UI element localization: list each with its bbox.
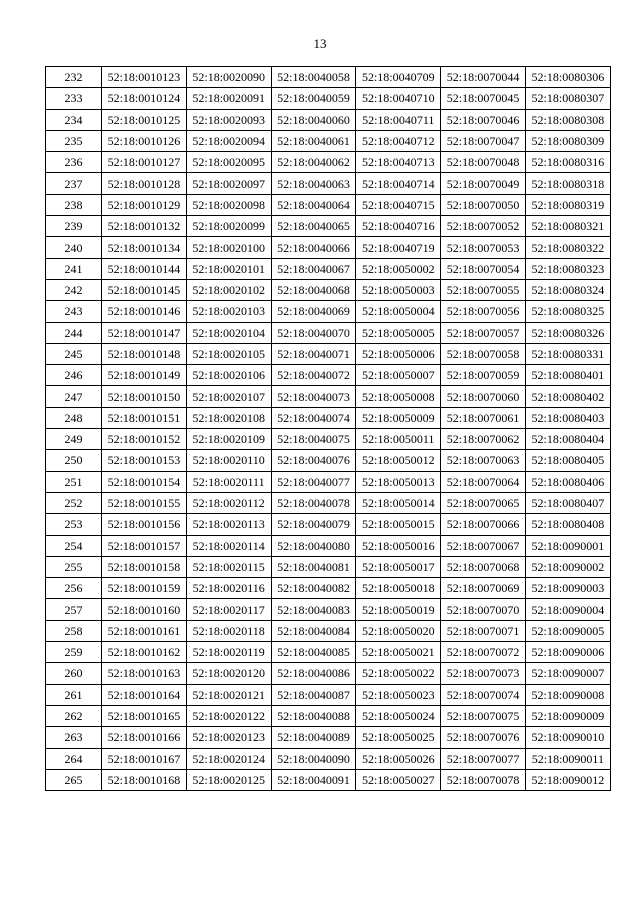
cadastral-number-cell: 52:18:0010126: [102, 130, 187, 151]
table-row: [46, 365, 611, 386]
cadastral-number-cell: 52:18:0010157: [102, 535, 187, 556]
cadastral-number-cell: 52:18:0080307: [525, 88, 610, 109]
row-number-cell: 254: [46, 535, 102, 556]
cadastral-number-cell: 52:18:0040070: [271, 322, 356, 343]
cadastral-number-cell: 52:18:0010147: [102, 322, 187, 343]
table-row: [46, 130, 611, 151]
cadastral-number-cell: 52:18:0010127: [102, 152, 187, 173]
cadastral-number-cell: 52:18:0070060: [441, 386, 526, 407]
row-number-cell: 257: [46, 599, 102, 620]
cadastral-number-cell: 52:18:0070077: [441, 748, 526, 769]
cadastral-number-cell: 52:18:0020103: [186, 301, 271, 322]
cadastral-number-cell: 52:18:0010158: [102, 556, 187, 577]
cadastral-number-cell: 52:18:0020091: [186, 88, 271, 109]
row-number-cell: 243: [46, 301, 102, 322]
row-number-cell: 239: [46, 216, 102, 237]
cadastral-number-cell: 52:18:0070063: [441, 450, 526, 471]
cadastral-number-cell: 52:18:0070050: [441, 194, 526, 215]
row-number-cell: 249: [46, 429, 102, 450]
cadastral-number-cell: 52:18:0040710: [356, 88, 441, 109]
cadastral-number-cell: 52:18:0010155: [102, 492, 187, 513]
cadastral-number-cell: 52:18:0040709: [356, 67, 441, 88]
cadastral-number-cell: 52:18:0050009: [356, 407, 441, 428]
cadastral-number-cell: 52:18:0020122: [186, 705, 271, 726]
cadastral-number-cell: 52:18:0010160: [102, 599, 187, 620]
cadastral-number-cell: 52:18:0080406: [525, 471, 610, 492]
cadastral-number-cell: 52:18:0020104: [186, 322, 271, 343]
cadastral-number-cell: 52:18:0070059: [441, 365, 526, 386]
cadastral-number-cell: 52:18:0010165: [102, 705, 187, 726]
table-row: [46, 492, 611, 513]
cadastral-number-cell: 52:18:0090007: [525, 663, 610, 684]
row-number-cell: 232: [46, 67, 102, 88]
cadastral-number-cell: 52:18:0050021: [356, 642, 441, 663]
cadastral-number-cell: 52:18:0020097: [186, 173, 271, 194]
row-number-cell: 264: [46, 748, 102, 769]
table-row: [46, 684, 611, 705]
cadastral-number-cell: 52:18:0080308: [525, 109, 610, 130]
cadastral-number-cell: 52:18:0010125: [102, 109, 187, 130]
cadastral-number-cell: 52:18:0010124: [102, 88, 187, 109]
cadastral-number-cell: 52:18:0080326: [525, 322, 610, 343]
cadastral-number-cell: 52:18:0020120: [186, 663, 271, 684]
cadastral-number-cell: 52:18:0040073: [271, 386, 356, 407]
cadastral-number-cell: 52:18:0090006: [525, 642, 610, 663]
cadastral-number-cell: 52:18:0070075: [441, 705, 526, 726]
cadastral-number-cell: 52:18:0040072: [271, 365, 356, 386]
cadastral-number-cell: 52:18:0020123: [186, 727, 271, 748]
cadastral-number-cell: 52:18:0070066: [441, 514, 526, 535]
table-row: [46, 471, 611, 492]
cadastral-number-cell: 52:18:0020101: [186, 258, 271, 279]
cadastral-number-cell: 52:18:0070072: [441, 642, 526, 663]
cadastral-number-cell: 52:18:0040082: [271, 578, 356, 599]
cadastral-number-cell: 52:18:0080331: [525, 343, 610, 364]
cadastral-number-cell: 52:18:0010164: [102, 684, 187, 705]
cadastral-number-cell: 52:18:0020115: [186, 556, 271, 577]
cadastral-number-cell: 52:18:0010151: [102, 407, 187, 428]
cadastral-number-cell: 52:18:0040065: [271, 216, 356, 237]
cadastral-number-cell: 52:18:0070069: [441, 578, 526, 599]
table-row: [46, 88, 611, 109]
cadastral-number-cell: 52:18:0020110: [186, 450, 271, 471]
cadastral-number-cell: 52:18:0010128: [102, 173, 187, 194]
table-row: [46, 258, 611, 279]
cadastral-number-cell: 52:18:0040076: [271, 450, 356, 471]
cadastral-number-cell: 52:18:0070064: [441, 471, 526, 492]
row-number-cell: 235: [46, 130, 102, 151]
cadastral-number-cell: 52:18:0040063: [271, 173, 356, 194]
table-row: [46, 748, 611, 769]
cadastral-number-cell: 52:18:0080324: [525, 279, 610, 300]
cadastral-number-cell: 52:18:0040711: [356, 109, 441, 130]
row-number-cell: 245: [46, 343, 102, 364]
cadastral-number-cell: 52:18:0070068: [441, 556, 526, 577]
cadastral-number-cell: 52:18:0070052: [441, 216, 526, 237]
cadastral-number-cell: 52:18:0050016: [356, 535, 441, 556]
cadastral-number-cell: 52:18:0040088: [271, 705, 356, 726]
table-row: [46, 663, 611, 684]
cadastral-number-cell: 52:18:0050011: [356, 429, 441, 450]
page-number: 13: [313, 36, 327, 51]
cadastral-number-cell: 52:18:0050013: [356, 471, 441, 492]
cadastral-number-cell: 52:18:0040066: [271, 237, 356, 258]
row-number-cell: 258: [46, 620, 102, 641]
cadastral-number-cell: 52:18:0010144: [102, 258, 187, 279]
cadastral-number-cell: 52:18:0010167: [102, 748, 187, 769]
row-number-cell: 241: [46, 258, 102, 279]
cadastral-number-cell: 52:18:0070057: [441, 322, 526, 343]
cadastral-number-cell: 52:18:0080323: [525, 258, 610, 279]
cadastral-number-cell: 52:18:0070054: [441, 258, 526, 279]
table-row: [46, 727, 611, 748]
table-row: [46, 279, 611, 300]
row-number-cell: 234: [46, 109, 102, 130]
cadastral-number-cell: 52:18:0070061: [441, 407, 526, 428]
cadastral-number-cell: 52:18:0020113: [186, 514, 271, 535]
table-row: [46, 578, 611, 599]
cadastral-number-cell: 52:18:0050017: [356, 556, 441, 577]
cadastral-number-cell: 52:18:0080408: [525, 514, 610, 535]
cadastral-number-cell: 52:18:0080306: [525, 67, 610, 88]
cadastral-number-cell: 52:18:0070076: [441, 727, 526, 748]
cadastral-number-cell: 52:18:0040086: [271, 663, 356, 684]
table-row: [46, 152, 611, 173]
cadastral-number-cell: 52:18:0040075: [271, 429, 356, 450]
cadastral-number-cell: 52:18:0090010: [525, 727, 610, 748]
cadastral-number-cell: 52:18:0040069: [271, 301, 356, 322]
cadastral-number-cell: 52:18:0090003: [525, 578, 610, 599]
cadastral-number-cell: 52:18:0020124: [186, 748, 271, 769]
cadastral-number-cell: 52:18:0050004: [356, 301, 441, 322]
cadastral-number-cell: 52:18:0090001: [525, 535, 610, 556]
cadastral-number-cell: 52:18:0050026: [356, 748, 441, 769]
cadastral-number-cell: 52:18:0070055: [441, 279, 526, 300]
row-number-cell: 247: [46, 386, 102, 407]
cadastral-number-cell: 52:18:0070053: [441, 237, 526, 258]
cadastral-number-cell: 52:18:0050019: [356, 599, 441, 620]
cadastral-number-cell: 52:18:0010149: [102, 365, 187, 386]
cadastral-number-cell: 52:18:0080404: [525, 429, 610, 450]
cadastral-number-cell: 52:18:0020095: [186, 152, 271, 173]
cadastral-number-cell: 52:18:0070073: [441, 663, 526, 684]
cadastral-number-cell: 52:18:0090012: [525, 769, 610, 790]
cadastral-number-cell: 52:18:0040087: [271, 684, 356, 705]
cadastral-number-cell: 52:18:0040719: [356, 237, 441, 258]
table-row: [46, 173, 611, 194]
cadastral-number-cell: 52:18:0080321: [525, 216, 610, 237]
cadastral-number-cell: 52:18:0080318: [525, 173, 610, 194]
cadastral-number-cell: 52:18:0020125: [186, 769, 271, 790]
cadastral-number-cell: 52:18:0040078: [271, 492, 356, 513]
row-number-cell: 240: [46, 237, 102, 258]
row-number-cell: 251: [46, 471, 102, 492]
cadastral-number-cell: 52:18:0050005: [356, 322, 441, 343]
cadastral-number-cell: 52:18:0020118: [186, 620, 271, 641]
cadastral-number-cell: 52:18:0040715: [356, 194, 441, 215]
row-number-cell: 256: [46, 578, 102, 599]
cadastral-number-cell: 52:18:0020107: [186, 386, 271, 407]
cadastral-number-cell: 52:18:0050020: [356, 620, 441, 641]
cadastral-number-cell: 52:18:0080325: [525, 301, 610, 322]
cadastral-number-cell: 52:18:0050027: [356, 769, 441, 790]
cadastral-number-cell: 52:18:0050015: [356, 514, 441, 535]
cadastral-number-cell: 52:18:0070048: [441, 152, 526, 173]
cadastral-number-cell: 52:18:0040067: [271, 258, 356, 279]
cadastral-number-cell: 52:18:0090002: [525, 556, 610, 577]
cadastral-number-cell: 52:18:0080316: [525, 152, 610, 173]
cadastral-number-cell: 52:18:0010132: [102, 216, 187, 237]
cadastral-number-cell: 52:18:0020098: [186, 194, 271, 215]
cadastral-number-cell: 52:18:0010153: [102, 450, 187, 471]
cadastral-number-cell: 52:18:0090005: [525, 620, 610, 641]
cadastral-number-cell: 52:18:0020111: [186, 471, 271, 492]
cadastral-number-cell: 52:18:0070047: [441, 130, 526, 151]
table-row: [46, 535, 611, 556]
cadastral-number-cell: 52:18:0010150: [102, 386, 187, 407]
row-number-cell: 253: [46, 514, 102, 535]
cadastral-number-cell: 52:18:0020099: [186, 216, 271, 237]
cadastral-number-cell: 52:18:0010159: [102, 578, 187, 599]
row-number-cell: 260: [46, 663, 102, 684]
cadastral-number-cell: 52:18:0020105: [186, 343, 271, 364]
cadastral-number-cell: 52:18:0050024: [356, 705, 441, 726]
cadastral-number-cell: 52:18:0040085: [271, 642, 356, 663]
cadastral-number-cell: 52:18:0020093: [186, 109, 271, 130]
cadastral-number-cell: 52:18:0010161: [102, 620, 187, 641]
table-row: [46, 386, 611, 407]
cadastral-number-cell: 52:18:0090008: [525, 684, 610, 705]
cadastral-number-cell: 52:18:0080309: [525, 130, 610, 151]
cadastral-number-cell: 52:18:0050006: [356, 343, 441, 364]
cadastral-number-cell: 52:18:0090009: [525, 705, 610, 726]
cadastral-number-cell: 52:18:0070074: [441, 684, 526, 705]
cadastral-number-cell: 52:18:0070056: [441, 301, 526, 322]
cadastral-number-cell: 52:18:0040074: [271, 407, 356, 428]
cadastral-number-cell: 52:18:0040068: [271, 279, 356, 300]
cadastral-number-cell: 52:18:0020117: [186, 599, 271, 620]
cadastral-number-cell: 52:18:0040077: [271, 471, 356, 492]
cadastral-number-cell: 52:18:0040064: [271, 194, 356, 215]
table-row: [46, 450, 611, 471]
table-row: [46, 705, 611, 726]
cadastral-number-cell: 52:18:0040079: [271, 514, 356, 535]
cadastral-number-cell: 52:18:0050008: [356, 386, 441, 407]
cadastral-number-cell: 52:18:0040084: [271, 620, 356, 641]
row-number-cell: 261: [46, 684, 102, 705]
cadastral-number-cell: 52:18:0020090: [186, 67, 271, 88]
table-row: [46, 301, 611, 322]
row-number-cell: 263: [46, 727, 102, 748]
cadastral-number-cell: 52:18:0040712: [356, 130, 441, 151]
cadastral-number-cell: 52:18:0070049: [441, 173, 526, 194]
cadastral-number-cell: 52:18:0070044: [441, 67, 526, 88]
cadastral-number-cell: 52:18:0040089: [271, 727, 356, 748]
cadastral-number-cell: 52:18:0040061: [271, 130, 356, 151]
cadastral-number-cell: 52:18:0040062: [271, 152, 356, 173]
table-row: [46, 194, 611, 215]
cadastral-number-cell: 52:18:0040713: [356, 152, 441, 173]
cadastral-number-cell: 52:18:0020102: [186, 279, 271, 300]
cadastral-number-cell: 52:18:0080403: [525, 407, 610, 428]
table-row: [46, 599, 611, 620]
row-number-cell: 242: [46, 279, 102, 300]
cadastral-number-cell: 52:18:0010134: [102, 237, 187, 258]
row-number-cell: 250: [46, 450, 102, 471]
cadastral-number-cell: 52:18:0040058: [271, 67, 356, 88]
row-number-cell: 255: [46, 556, 102, 577]
cadastral-number-cell: 52:18:0010154: [102, 471, 187, 492]
cadastral-number-cell: 52:18:0080405: [525, 450, 610, 471]
cadastral-number-cell: 52:18:0010145: [102, 279, 187, 300]
cadastral-number-cell: 52:18:0050012: [356, 450, 441, 471]
cadastral-number-cell: 52:18:0040080: [271, 535, 356, 556]
table-row: [46, 620, 611, 641]
cadastral-number-cell: 52:18:0040060: [271, 109, 356, 130]
cadastral-number-cell: 52:18:0080401: [525, 365, 610, 386]
table-row: [46, 216, 611, 237]
cadastral-number-cell: 52:18:0020112: [186, 492, 271, 513]
row-number-cell: 248: [46, 407, 102, 428]
cadastral-number-cell: 52:18:0050023: [356, 684, 441, 705]
cadastral-number-cell: 52:18:0020108: [186, 407, 271, 428]
cadastral-number-cell: 52:18:0040081: [271, 556, 356, 577]
cadastral-number-cell: 52:18:0070070: [441, 599, 526, 620]
cadastral-number-cell: 52:18:0040083: [271, 599, 356, 620]
cadastral-number-cell: 52:18:0070071: [441, 620, 526, 641]
row-number-cell: 252: [46, 492, 102, 513]
table-row: [46, 407, 611, 428]
cadastral-number-cell: 52:18:0040714: [356, 173, 441, 194]
cadastral-number-cell: 52:18:0040071: [271, 343, 356, 364]
table-row: [46, 322, 611, 343]
cadastral-number-cell: 52:18:0070065: [441, 492, 526, 513]
cadastral-number-cell: 52:18:0010156: [102, 514, 187, 535]
cadastral-number-cell: 52:18:0080319: [525, 194, 610, 215]
cadastral-number-cell: 52:18:0040716: [356, 216, 441, 237]
cadastral-number-cell: 52:18:0010163: [102, 663, 187, 684]
cadastral-number-cell: 52:18:0010123: [102, 67, 187, 88]
table-row: [46, 237, 611, 258]
row-number-cell: 236: [46, 152, 102, 173]
cadastral-number-cell: 52:18:0020100: [186, 237, 271, 258]
cadastral-number-cell: 52:18:0050018: [356, 578, 441, 599]
cadastral-number-cell: 52:18:0040091: [271, 769, 356, 790]
table-row: [46, 429, 611, 450]
cadastral-number-cell: 52:18:0010152: [102, 429, 187, 450]
cadastral-number-cell: 52:18:0090011: [525, 748, 610, 769]
row-number-cell: 246: [46, 365, 102, 386]
cadastral-number-cell: 52:18:0020114: [186, 535, 271, 556]
cadastral-number-cell: 52:18:0010129: [102, 194, 187, 215]
cadastral-number-cell: 52:18:0080322: [525, 237, 610, 258]
cadastral-number-cell: 52:18:0020119: [186, 642, 271, 663]
table-row: [46, 109, 611, 130]
cadastral-number-cell: 52:18:0070058: [441, 343, 526, 364]
cadastral-number-cell: 52:18:0050007: [356, 365, 441, 386]
cadastral-number-cell: 52:18:0020116: [186, 578, 271, 599]
row-number-cell: 259: [46, 642, 102, 663]
row-number-cell: 237: [46, 173, 102, 194]
cadastral-number-cell: 52:18:0050022: [356, 663, 441, 684]
row-number-cell: 265: [46, 769, 102, 790]
cadastral-number-cell: 52:18:0070046: [441, 109, 526, 130]
row-number-cell: 244: [46, 322, 102, 343]
table-body: [46, 67, 611, 791]
cadastral-number-cell: 52:18:0020106: [186, 365, 271, 386]
cadastral-number-cell: 52:18:0050002: [356, 258, 441, 279]
cadastral-number-cell: 52:18:0010148: [102, 343, 187, 364]
cadastral-number-cell: 52:18:0080402: [525, 386, 610, 407]
table-row: [46, 556, 611, 577]
row-number-cell: 238: [46, 194, 102, 215]
cadastral-number-cell: 52:18:0080407: [525, 492, 610, 513]
cadastral-number-cell: 52:18:0010166: [102, 727, 187, 748]
cadastral-number-cell: 52:18:0010146: [102, 301, 187, 322]
table-row: [46, 514, 611, 535]
cadastral-number-cell: 52:18:0020094: [186, 130, 271, 151]
cadastral-number-cell: 52:18:0020109: [186, 429, 271, 450]
cadastral-number-cell: 52:18:0070078: [441, 769, 526, 790]
table-row: [46, 642, 611, 663]
cadastral-number-cell: 52:18:0020121: [186, 684, 271, 705]
row-number-cell: 233: [46, 88, 102, 109]
cadastral-number-cell: 52:18:0090004: [525, 599, 610, 620]
cadastral-number-cell: 52:18:0050014: [356, 492, 441, 513]
cadastral-number-cell: 52:18:0070062: [441, 429, 526, 450]
cadastral-number-cell: 52:18:0010168: [102, 769, 187, 790]
table-row: [46, 343, 611, 364]
cadastral-number-cell: 52:18:0050003: [356, 279, 441, 300]
cadastral-number-cell: 52:18:0040090: [271, 748, 356, 769]
cadastral-number-cell: 52:18:0010162: [102, 642, 187, 663]
cadastral-number-cell: 52:18:0070045: [441, 88, 526, 109]
cadastral-number-cell: 52:18:0070067: [441, 535, 526, 556]
table-row: [46, 67, 611, 88]
cadastral-table: [45, 66, 611, 791]
cadastral-number-cell: 52:18:0040059: [271, 88, 356, 109]
cadastral-number-cell: 52:18:0050025: [356, 727, 441, 748]
row-number-cell: 262: [46, 705, 102, 726]
table-row: [46, 769, 611, 790]
